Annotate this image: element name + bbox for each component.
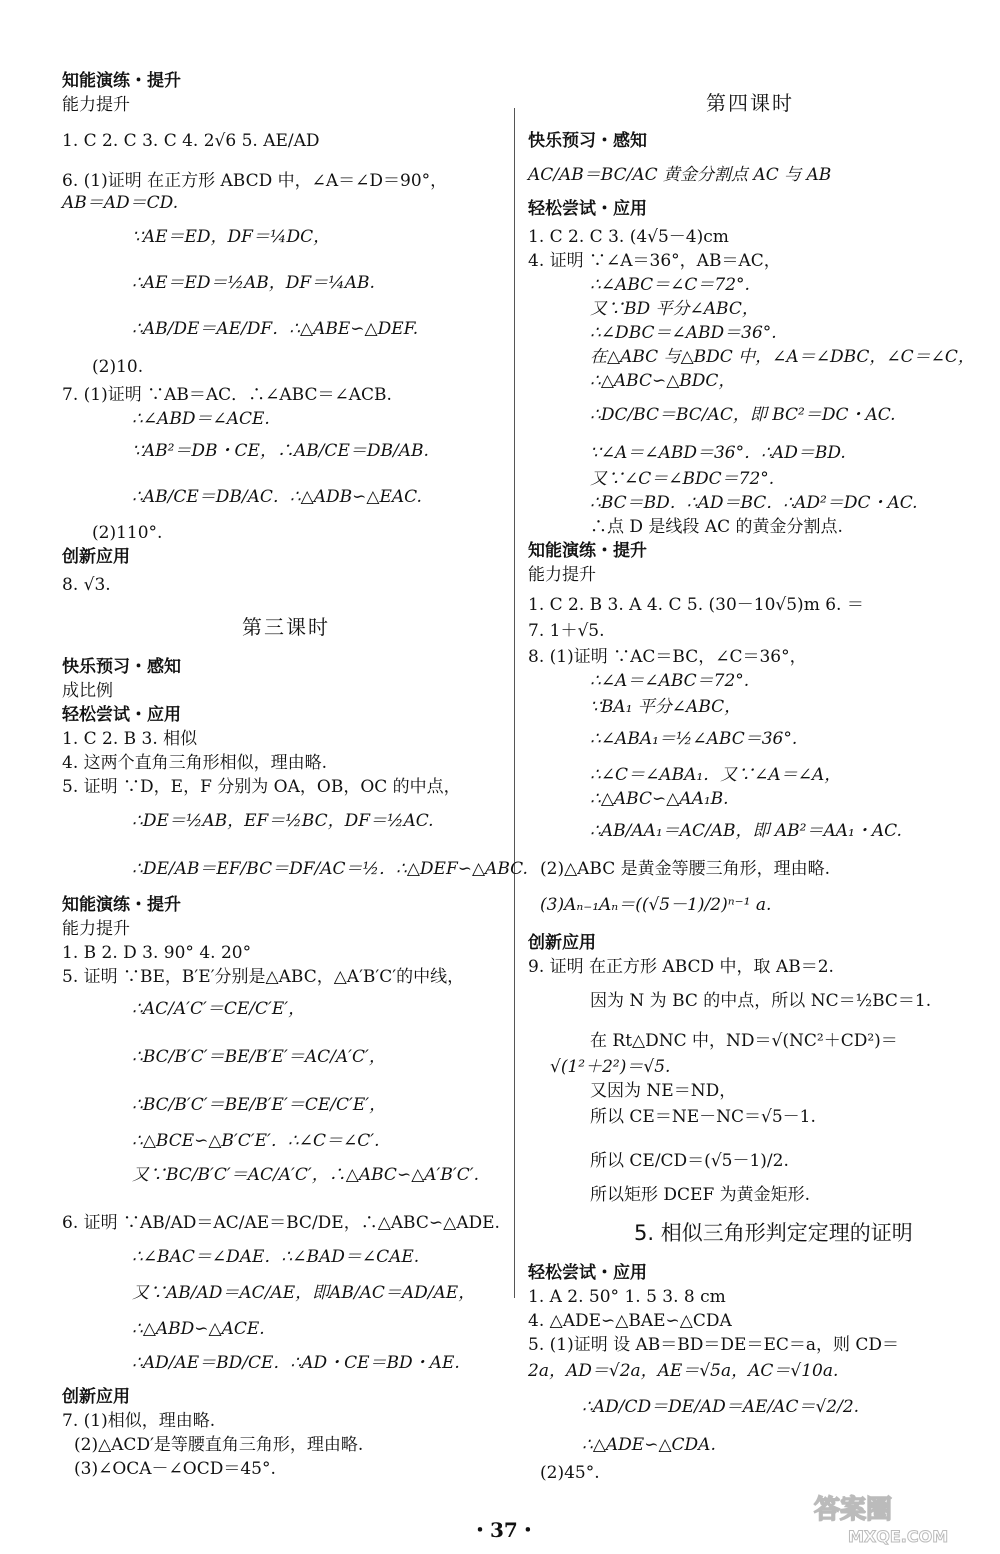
answer-line: ∴△ADE∽△CDA.: [582, 1435, 716, 1455]
answer-line: ∴∠C＝∠ABA₁．又∵∠A＝∠A，: [590, 765, 842, 785]
answer-line: ∴BC/B′C′＝BE/B′E′＝CE/C′E′，: [132, 1095, 387, 1115]
answer-line: (2)△ABC 是黄金等腰三角形，理由略.: [540, 859, 831, 879]
answer-line: ∴△ABC∽△AA₁B.: [590, 789, 729, 809]
answer-line: ∴AE＝ED＝½AB，DF＝¼AB.: [132, 273, 375, 293]
answer-line: ∵AE＝ED，DF＝¼DC，: [132, 227, 331, 247]
answer-line: ∴△BCE∽△B′C′E′．∴∠C＝∠C′.: [132, 1131, 380, 1151]
answer-line: 在 Rt△DNC 中，ND＝√(NC²＋CD²)＝: [590, 1031, 898, 1051]
answer-line: ∴AB/AA₁＝AC/AB，即 AB²＝AA₁・AC.: [590, 821, 902, 841]
section-heading: 创新应用: [528, 933, 596, 953]
section-heading: 知能演练・提升: [62, 895, 181, 915]
subheading: 成比例: [62, 681, 113, 701]
answer-line: 1. A 2. 50° 1. 5 3. 8 cm: [528, 1287, 726, 1307]
answer-line: ∴AB/CE＝DB/AC．∴△ADB∽△EAC.: [132, 487, 422, 507]
section-heading: 轻松尝试・应用: [528, 1263, 647, 1283]
answer-line: ∴AC/A′C′＝CE/C′E′，: [132, 999, 306, 1019]
section-title: 5. 相似三角形判定定理的证明: [634, 1221, 913, 1245]
page-number: ・37・: [470, 1518, 538, 1542]
answer-line: 1. C 2. B 3. A 4. C 5. (30－10√5)m 6. ＝: [528, 595, 864, 615]
answer-line: ∴∠ABA₁＝½∠ABC＝36°.: [590, 729, 798, 749]
subheading: 能力提升: [528, 565, 596, 585]
answer-line: 所以矩形 DCEF 为黄金矩形.: [590, 1185, 811, 1205]
answer-line: 8. √3.: [62, 575, 111, 595]
answer-line: ∴∠A＝∠ABC＝72°.: [590, 671, 750, 691]
answer-line: ∴DC/BC＝BC/AC，即 BC²＝DC・AC.: [590, 405, 896, 425]
answer-line: 1. C 2. B 3. 相似: [62, 729, 198, 749]
answer-line: ∵AB²＝DB・CE，∴AB/CE＝DB/AB.: [132, 441, 429, 461]
section-heading: 轻松尝试・应用: [62, 705, 181, 725]
answer-line: 1. C 2. C 3. (4√5－4)cm: [528, 227, 729, 247]
answer-line: ∵BA₁ 平分∠ABC，: [590, 697, 742, 717]
answer-line: (2)110°.: [92, 523, 163, 543]
answer-line: AB＝AD＝CD.: [62, 193, 179, 213]
answer-line: ∴∠ABC＝∠C＝72°.: [590, 275, 750, 295]
column-divider: [514, 108, 515, 1298]
answer-line: 4. 证明 ∵∠A＝36°，AB＝AC，: [528, 251, 781, 271]
answer-line: 所以 CE＝NE－NC＝√5－1.: [590, 1107, 816, 1127]
answer-line: 又∵BC/B′C′＝AC/A′C′，∴△ABC∽△A′B′C′.: [132, 1165, 480, 1185]
answer-line: 在△ABC 与△BDC 中，∠A＝∠DBC，∠C＝∠C，: [590, 347, 975, 367]
answer-line: ∴点 D 是线段 AC 的黄金分割点.: [590, 517, 843, 537]
answer-line: 4. 这两个直角三角形相似，理由略.: [62, 753, 328, 773]
answer-line: ∵∠A＝∠ABD＝36°．∴AD＝BD.: [590, 443, 846, 463]
lesson-title: 第三课时: [242, 615, 330, 639]
answer-line: 又∵∠C＝∠BDC＝72°.: [590, 469, 775, 489]
answer-line: ∴DE/AB＝EF/BC＝DF/AC＝½．∴△DEF∽△ABC.: [132, 859, 528, 879]
answer-line: ∴AD/CD＝DE/AD＝AE/AC＝√2/2.: [582, 1397, 860, 1417]
answer-line: ∴∠BAC＝∠DAE．∴∠BAD＝∠CAE.: [132, 1247, 420, 1267]
answer-line: 7. (1)证明 ∵AB＝AC．∴∠ABC＝∠ACB.: [62, 385, 392, 405]
answer-line: ∴BC/B′C′＝BE/B′E′＝AC/A′C′，: [132, 1047, 386, 1067]
section-heading: 轻松尝试・应用: [528, 199, 647, 219]
answer-line: 又因为 NE＝ND，: [590, 1081, 737, 1101]
answer-line: AC/AB＝BC/AC 黄金分割点 AC 与 AB: [528, 165, 832, 185]
answer-line: (2)10.: [92, 357, 144, 377]
answer-line: ∴∠ABD＝∠ACE.: [132, 409, 270, 429]
lesson-title: 第四课时: [706, 91, 794, 115]
answer-line: 6. (1)证明 在正方形 ABCD 中，∠A＝∠D＝90°，: [62, 171, 448, 191]
answer-line: 5. (1)证明 设 AB＝BD＝DE＝EC＝a，则 CD＝: [528, 1335, 900, 1355]
answer-line: (3)Aₙ₋₁Aₙ＝((√5－1)/2)ⁿ⁻¹ a.: [540, 895, 772, 915]
answer-line: 1. B 2. D 3. 90° 4. 20°: [62, 943, 252, 963]
answer-line: ∴∠DBC＝∠ABD＝36°.: [590, 323, 777, 343]
subheading: 能力提升: [62, 919, 130, 939]
answer-line: 又∵BD 平分∠ABC，: [590, 299, 759, 319]
answer-line: 因为 N 为 BC 的中点，所以 NC＝½BC＝1.: [590, 991, 932, 1011]
answer-line: 5. 证明 ∵BE，B′E′分别是△ABC，△A′B′C′的中线，: [62, 967, 465, 987]
answer-line: 7. 1＋√5.: [528, 621, 605, 641]
watermark-text: 答案圈: [814, 1495, 893, 1525]
answer-line: ∴AD/AE＝BD/CE．∴AD・CE＝BD・AE.: [132, 1353, 460, 1373]
answer-line: 又∵AB/AD＝AC/AE，即AB/AC＝AD/AE，: [132, 1283, 476, 1303]
answer-line: ∴△ABD∽△ACE.: [132, 1319, 265, 1339]
watermark-url: MXQE.COM: [848, 1527, 949, 1546]
answer-line: 6. 证明 ∵AB/AD＝AC/AE＝BC/DE，∴△ABC∽△ADE.: [62, 1213, 500, 1233]
answer-line: 5. 证明 ∵D，E，F 分别为 OA，OB，OC 的中点，: [62, 777, 461, 797]
section-heading: 创新应用: [62, 1387, 130, 1407]
section-heading: 知能演练・提升: [528, 541, 647, 561]
section-heading: 创新应用: [62, 547, 130, 567]
section-heading: 知能演练・提升: [62, 71, 181, 91]
watermark-logo: [808, 1488, 988, 1548]
answer-line: (2)△ACD′是等腰直角三角形，理由略.: [74, 1435, 364, 1455]
answer-line: 9. 证明 在正方形 ABCD 中，取 AB＝2.: [528, 957, 834, 977]
answer-line: (3)∠OCA－∠OCD＝45°.: [74, 1459, 276, 1479]
section-heading: 快乐预习・感知: [528, 131, 647, 151]
answer-line: 7. (1)相似，理由略.: [62, 1411, 216, 1431]
answer-line: 1. C 2. C 3. C 4. 2√6 5. AE/AD: [62, 131, 320, 151]
answer-line: 8. (1)证明 ∵AC＝BC，∠C＝36°，: [528, 647, 807, 667]
answer-line: (2)45°.: [540, 1463, 600, 1483]
answer-line: ∴△ABC∽△BDC，: [590, 371, 736, 391]
answer-line: √(1²＋2²)＝√5.: [550, 1057, 671, 1077]
answer-line: 4. △ADE∽△BAE∽△CDA: [528, 1311, 732, 1331]
answer-line: 所以 CE/CD＝(√5－1)/2.: [590, 1151, 789, 1171]
answer-line: ∴BC＝BD．∴AD＝BC．∴AD²＝DC・AC.: [590, 493, 918, 513]
section-heading: 快乐预习・感知: [62, 657, 181, 677]
subheading: 能力提升: [62, 95, 130, 115]
answer-line: 2a，AD＝√2a，AE＝√5a，AC＝√10a.: [528, 1361, 839, 1381]
answer-line: ∴DE＝½AB，EF＝½BC，DF＝½AC.: [132, 811, 434, 831]
answer-line: ∴AB/DE＝AE/DF．∴△ABE∽△DEF.: [132, 319, 419, 339]
